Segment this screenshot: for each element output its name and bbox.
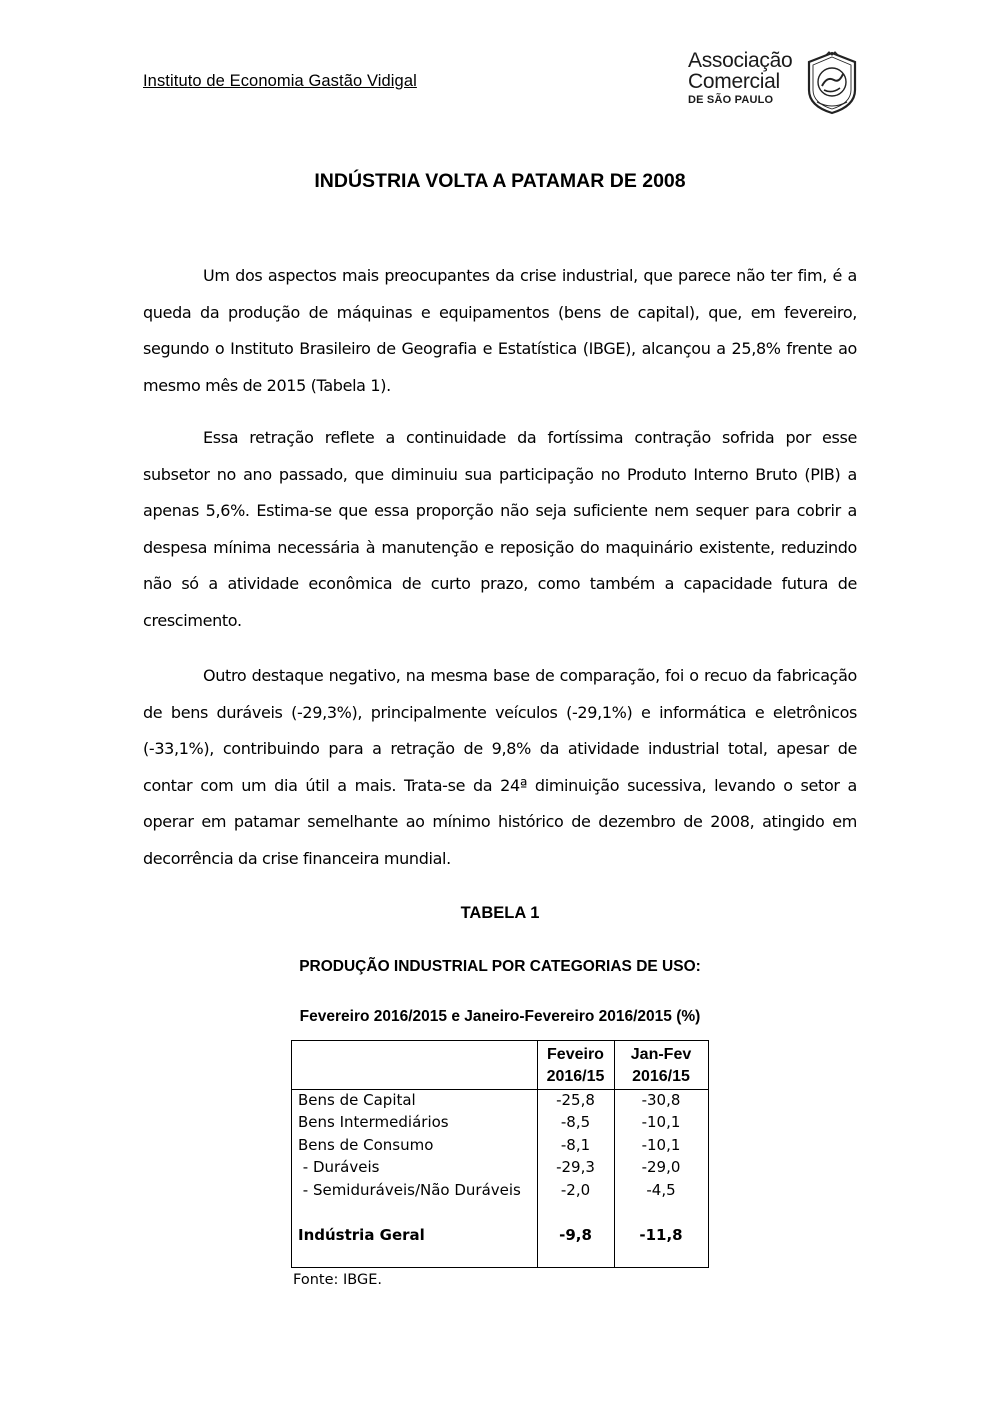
row-value-jan-fev: -11,8 xyxy=(639,1226,683,1244)
row-value-jan-fev: -30,8 xyxy=(641,1091,681,1109)
row-label: Indústria Geral xyxy=(298,1226,425,1244)
column-header-jan-fev xyxy=(614,1044,708,1088)
paragraph: Essa retração reflete a continuidade da fortíssima contração sofrida por esse subsetor no ano passado, que diminuiu sua participação no Produto Interno Bruto (PIB) a apenas 5,6%. Estima-se que essa proporção não seja suficiente nem sequer para cobrir a despesa mínima necessária à manutenção e reposição do maquinário existente, reduzindo não só a atividade econômica de curto prazo, como também a capacidade futura de crescimento. xyxy=(143,428,857,630)
row-value-jan-fev: -29,0 xyxy=(641,1158,681,1176)
table-row xyxy=(292,1089,708,1111)
page-title: INDÚSTRIA VOLTA A PATAMAR DE 2008 xyxy=(314,170,686,192)
table-label: TABELA 1 xyxy=(460,904,540,922)
data-table xyxy=(291,1040,709,1268)
row-value-fevereiro: -2,0 xyxy=(560,1181,591,1199)
paragraph: Outro destaque negativo, na mesma base de comparação, foi o recuo da fabricação de bens duráveis (-29,3%), principalmente veículos (-29,1%) e informática e eletrônicos (-33,1%), contribuindo para a retração de 9,8% da atividade industrial total, apesar de contar com um dia útil a mais. Trata-se da 24ª diminuição sucessiva, levando o setor a operar em patamar semelhante ao mínimo histórico de dezembro de 2008, atingido em decorrência da crise financeira mundial. xyxy=(143,666,857,868)
row-value-fevereiro: -29,3 xyxy=(556,1158,595,1176)
column-header-line: Feveiro xyxy=(547,1046,604,1063)
table-row-total xyxy=(292,1224,708,1246)
row-value-jan-fev: -10,1 xyxy=(641,1136,681,1154)
table-row xyxy=(292,1134,708,1156)
column-header-line: 2016/15 xyxy=(632,1068,690,1085)
institute-name: Instituto de Economia Gastão Vidigal xyxy=(143,72,417,90)
row-value-jan-fev: -10,1 xyxy=(641,1113,681,1131)
row-value-fevereiro: -9,8 xyxy=(559,1226,592,1244)
row-value-fevereiro: -8,1 xyxy=(560,1136,591,1154)
row-label: Bens de Consumo xyxy=(298,1136,434,1154)
acsp-logo xyxy=(688,50,863,118)
row-value-jan-fev: -4,5 xyxy=(646,1181,676,1199)
paragraph: Um dos aspectos mais preocupantes da crise industrial, que parece não ter fim, é a queda da produção de máquinas e equipamentos (bens de capital), que, em fevereiro, segundo o Instituto Brasileiro de Geografia e Estatística (IBGE), alcançou a 25,8% frente ao mesmo mês de 2015 (Tabela 1). xyxy=(143,266,857,395)
row-value-fevereiro: -8,5 xyxy=(560,1113,591,1131)
table-source: Fonte: IBGE. xyxy=(293,1272,382,1288)
column-header-line: 2016/15 xyxy=(546,1068,605,1085)
row-label: Bens de Capital xyxy=(298,1091,416,1109)
table-row xyxy=(292,1111,708,1133)
row-label: Bens Intermediários xyxy=(298,1113,449,1131)
logo-line-associacao: Associação xyxy=(688,49,793,72)
column-header-line: Jan-Fev xyxy=(630,1046,692,1063)
row-label: - Semiduráveis/Não Duráveis xyxy=(298,1181,521,1199)
logo-line-comercial: Comercial xyxy=(688,70,780,93)
logo-text xyxy=(688,50,800,108)
row-value-fevereiro: -25,8 xyxy=(556,1091,595,1109)
row-label: - Duráveis xyxy=(298,1158,380,1176)
logo-line-sao-paulo: DE SÃO PAULO xyxy=(688,94,774,106)
table-row xyxy=(292,1179,708,1201)
column-header-fevereiro xyxy=(537,1044,614,1088)
table-period: Fevereiro 2016/2015 e Janeiro-Fevereiro 2016/2015 (%) xyxy=(299,1008,701,1025)
table-title: PRODUÇÃO INDUSTRIAL POR CATEGORIAS DE USO: xyxy=(299,958,701,975)
table-row xyxy=(292,1156,708,1178)
acsp-seal-icon xyxy=(803,50,861,116)
